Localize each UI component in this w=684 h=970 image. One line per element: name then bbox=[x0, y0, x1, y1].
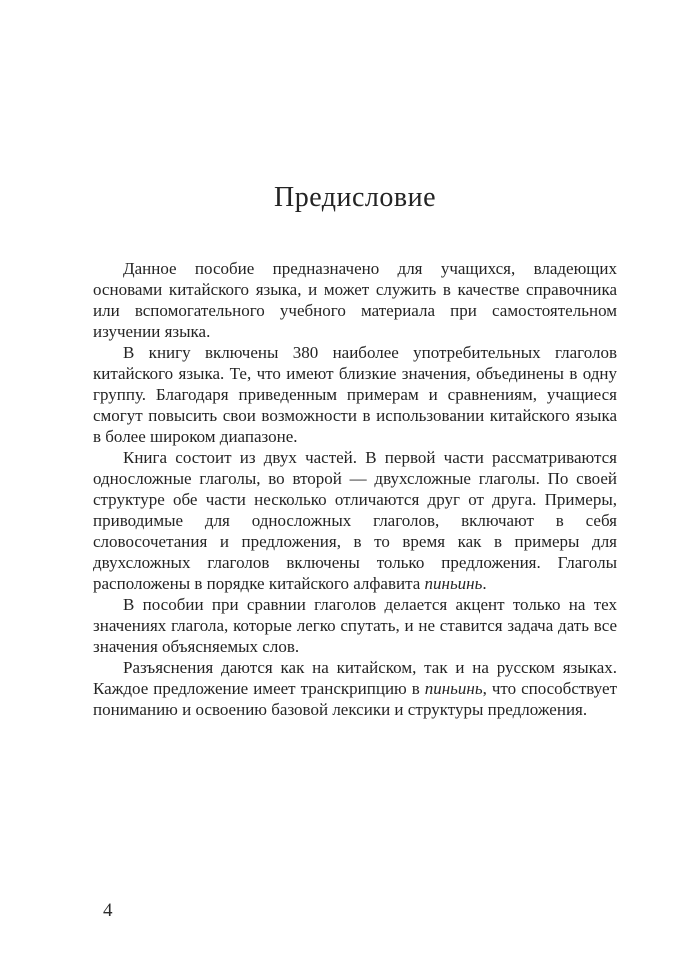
text-segment: В книгу включены 380 наиболее употребительных глаголов китайского языка. Те, что имеют близкие значения, объединены в одну группу. Благодаря приведенным примерам и сравнениям, учащиеся смогут повысить свои возможности в использовании китайского языка в более широком диапазоне. bbox=[93, 343, 617, 446]
italic-term: пиньинь bbox=[424, 679, 483, 698]
text-segment: В пособии при сравнии глаголов делается акцент только на тех значениях глагола, которые легко спутать, и не ставится задача дать все значения объясняемых слов. bbox=[93, 595, 617, 656]
page-number: 4 bbox=[103, 900, 113, 921]
text-segment: Книга состоит из двух частей. В первой части рассматриваются односложные глаголы, во второй — двухсложные глаголы. По своей структуре обе части несколько отличаются друг от друга. Примеры, приводимые для односложных глаголов, включают в себя словосочетания и предложения, в то время как в примеры для двухсложных глаголов включены только предложения. Глаголы расположены в порядке китайского алфавита bbox=[93, 448, 617, 593]
paragraph bbox=[93, 342, 617, 447]
text-segment: . bbox=[482, 574, 487, 593]
paragraph bbox=[93, 447, 617, 594]
text-segment: Данное пособие предназначено для учащихся, владеющих основами китайского языка, и может служить в качестве справочника или вспомогательного учебного материала при самостоятельном изучении языка. bbox=[93, 259, 617, 341]
paragraph bbox=[93, 594, 617, 657]
paragraph bbox=[93, 258, 617, 342]
page-title: Предисловие bbox=[273, 182, 437, 213]
text-segment: Разъяснения даются как на китайском, так и на русском языках. Каждое предложение имеет транскрипцию в bbox=[93, 658, 617, 698]
preface-body bbox=[93, 258, 617, 720]
paragraph bbox=[93, 657, 617, 720]
italic-term: пиньинь bbox=[424, 574, 483, 593]
text-segment: , что способствует пониманию и освоению базовой лексики и структуры предложения. bbox=[93, 679, 617, 719]
